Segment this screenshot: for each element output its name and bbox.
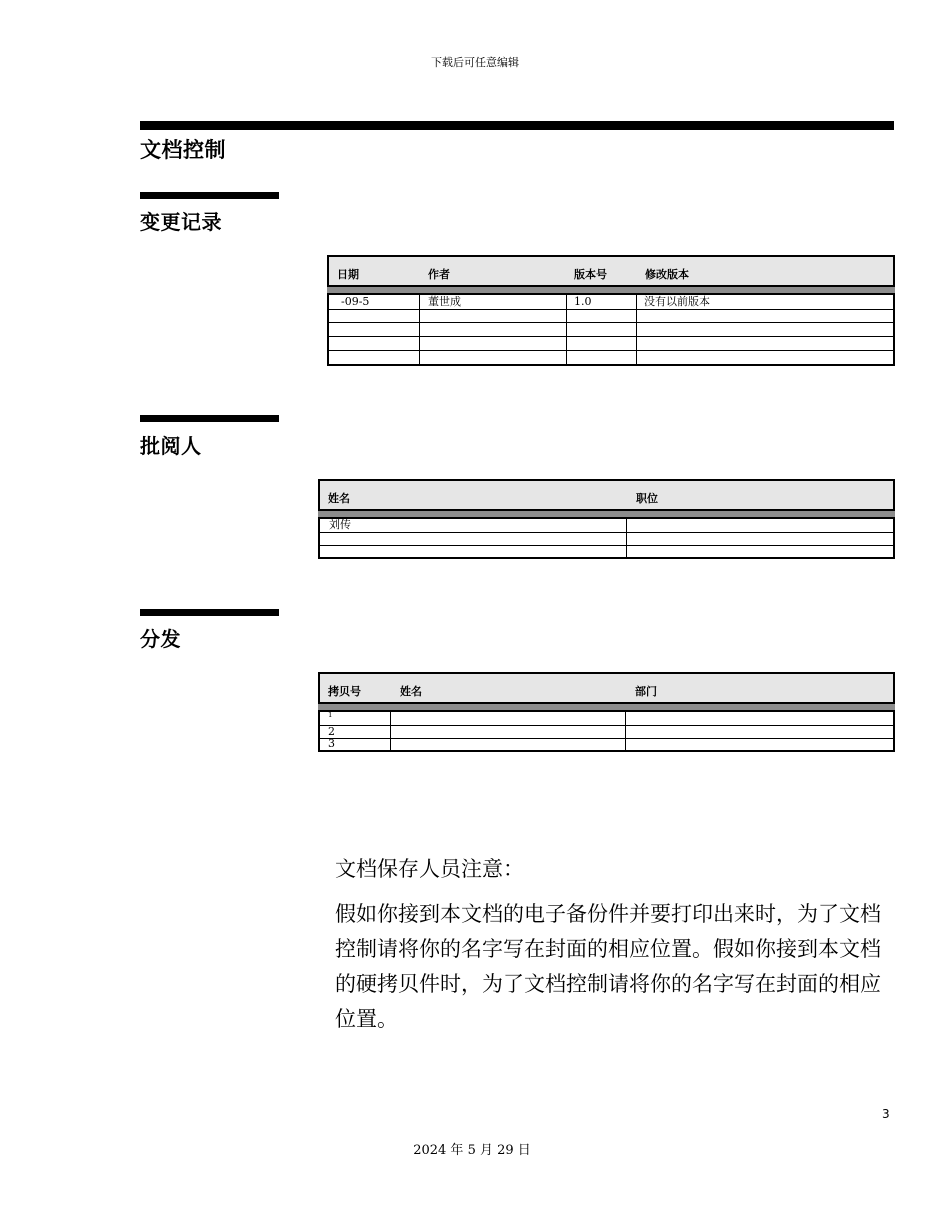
table-cell: 1 xyxy=(328,711,333,719)
table-cell: 1.0 xyxy=(574,295,592,308)
table-body xyxy=(318,710,895,752)
table-row xyxy=(329,309,893,323)
table-row xyxy=(329,336,893,350)
table-row xyxy=(320,532,893,546)
note-body: 假如你接到本文档的电子备份件并要打印出来时，为了文档控制请将你的名字写在封面的相应位置。假如你接到本文档的硬拷贝件时，为了文档控制请将你的名字写在封面的相应位置。 xyxy=(335,902,881,1031)
table-cell: 刘传 xyxy=(329,518,351,531)
column-header: 部门 xyxy=(635,685,657,698)
column-header: 职位 xyxy=(636,492,658,505)
table-row xyxy=(320,738,893,751)
table-body xyxy=(318,517,895,559)
column-header: 姓名 xyxy=(400,685,422,698)
section-bar-reviewers xyxy=(140,415,279,422)
table-row xyxy=(320,519,893,532)
page-title: 文档控制 xyxy=(140,138,226,162)
section-bar-distribution xyxy=(140,609,279,616)
table-row xyxy=(329,295,893,309)
table-cell: -09-5 xyxy=(341,295,370,308)
table-cell: 2 xyxy=(328,725,335,738)
column-header: 日期 xyxy=(337,268,359,281)
page-number: 3 xyxy=(882,1107,890,1121)
change-log-table xyxy=(327,255,895,366)
reviewers-table xyxy=(318,479,895,559)
table-body xyxy=(327,293,895,366)
table-row xyxy=(320,725,893,739)
column-header: 姓名 xyxy=(328,492,350,505)
column-header: 拷贝号 xyxy=(328,685,361,698)
section-bar-change-log xyxy=(140,192,279,199)
column-header: 作者 xyxy=(428,268,450,281)
table-row xyxy=(329,350,893,365)
column-header: 版本号 xyxy=(574,268,607,281)
table-cell: 董世成 xyxy=(428,295,461,308)
heading-distribution: 分发 xyxy=(140,627,181,651)
table-row xyxy=(320,712,893,725)
table-cell: 没有以前版本 xyxy=(644,295,710,308)
table-header xyxy=(318,672,895,704)
table-row xyxy=(329,322,893,336)
table-header xyxy=(318,479,895,511)
footer-date: 2024 年 5 月 29 日 xyxy=(413,1143,531,1158)
table-header xyxy=(327,255,895,287)
title-rule xyxy=(140,121,894,130)
table-cell: 3 xyxy=(328,737,335,750)
note-title: 文档保存人员注意： xyxy=(335,857,524,881)
column-header: 修改版本 xyxy=(645,268,689,281)
page-header-text: 下载后可任意编辑 xyxy=(431,56,519,69)
heading-change-log: 变更记录 xyxy=(140,210,222,234)
distribution-table xyxy=(318,672,895,752)
heading-reviewers: 批阅人 xyxy=(140,434,202,458)
table-row xyxy=(320,545,893,558)
